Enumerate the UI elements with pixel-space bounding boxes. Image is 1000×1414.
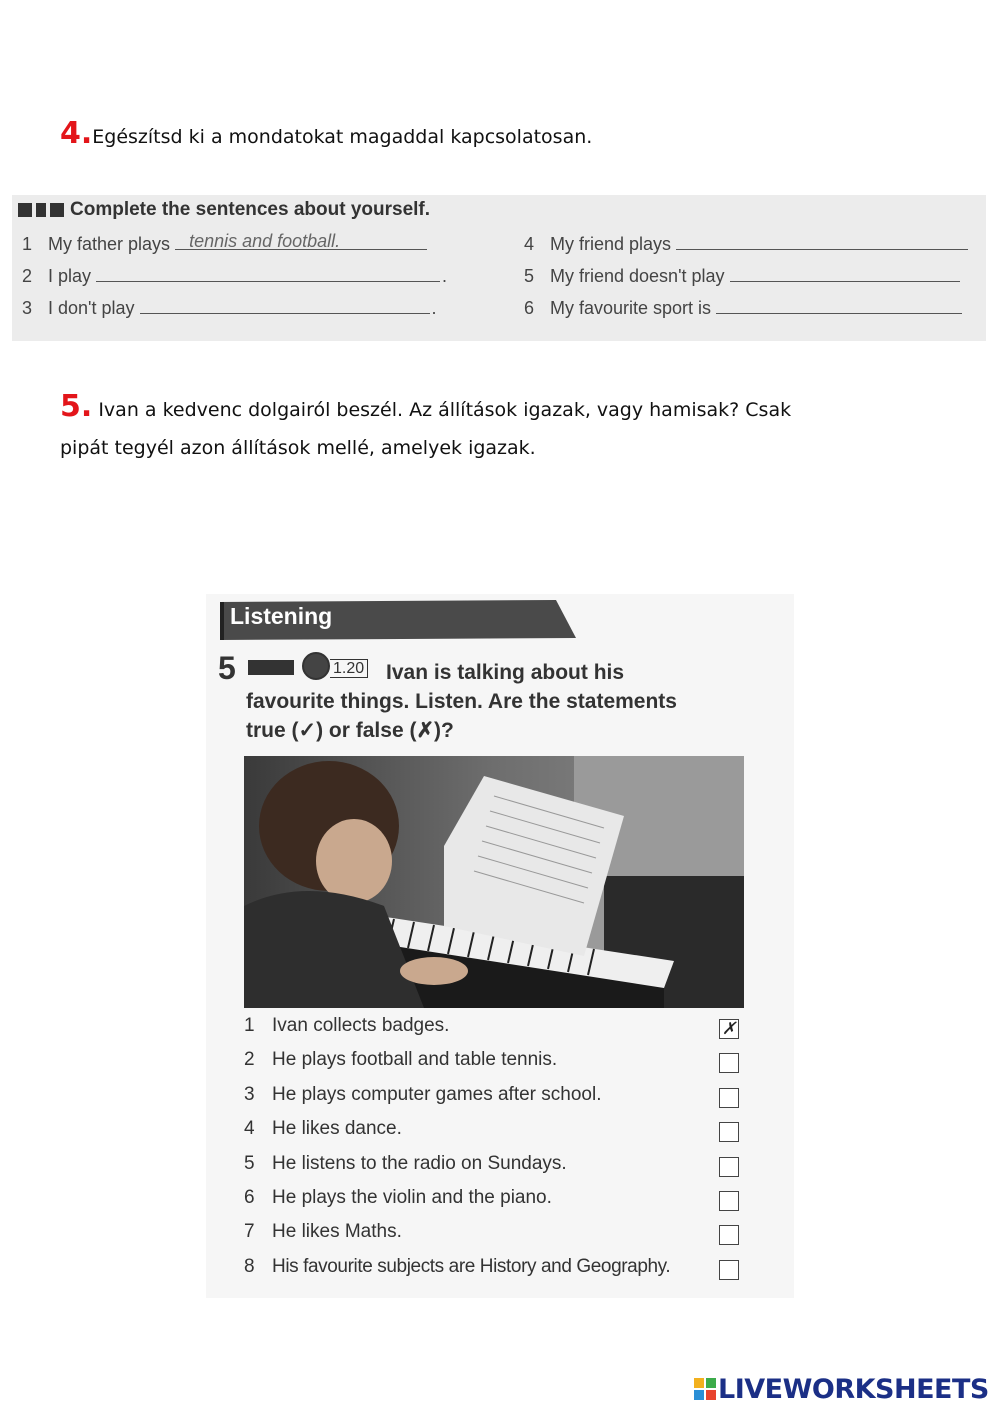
answer-blank[interactable]	[96, 265, 440, 282]
boy-playing-piano-photo	[244, 756, 744, 1008]
true-false-checkbox[interactable]	[719, 1122, 739, 1142]
section-title: Listening	[230, 603, 333, 629]
sentence-item: 5 My friend doesn't play	[524, 265, 960, 287]
task-4-heading	[60, 115, 940, 156]
statement-item: 2 He plays football and table tennis.	[244, 1049, 558, 1070]
sentence-item: 1 My father plays tennis and football.	[22, 233, 427, 255]
statement-item: 5 He listens to the radio on Sundays.	[244, 1153, 567, 1174]
exercise-title: Complete the sentences about yourself.	[70, 199, 431, 220]
task-number: 4.	[60, 116, 93, 151]
statement-item: 3 He plays computer games after school.	[244, 1084, 602, 1105]
statement-item: 4 He likes dance.	[244, 1118, 402, 1139]
exercise-number: 5	[218, 650, 236, 686]
statement-item: 7 He likes Maths.	[244, 1221, 402, 1242]
task-instruction-line-2: pipát tegyél azon állítások mellé, amelyek igazak.	[60, 437, 536, 459]
answer-blank[interactable]	[140, 297, 430, 314]
sentence-item: 3 I don't play .	[22, 298, 437, 318]
statement-item: 1 Ivan collects badges.	[244, 1015, 450, 1036]
sentence-item: 2 I play .	[22, 266, 448, 286]
exercise-instruction: Ivan is talking about his favourite things. Listen. Are the statements true (✓) or false (✗)?	[246, 661, 677, 742]
task-5-heading	[60, 388, 900, 467]
true-false-checkbox[interactable]	[719, 1088, 739, 1108]
logo-text: LIVEWORKSHEETS	[718, 1374, 989, 1405]
true-false-checkbox[interactable]	[719, 1053, 739, 1073]
answer-blank[interactable]	[730, 265, 960, 282]
exercise-5-panel	[206, 594, 794, 1298]
exercise-4-panel	[12, 195, 986, 341]
true-false-checkbox[interactable]	[719, 1225, 739, 1245]
statement-item: 6 He plays the violin and the piano.	[244, 1187, 552, 1208]
task-instruction: Egészítsd ki a mondatokat magaddal kapcsolatosan.	[92, 126, 593, 148]
logo-squares-icon	[694, 1378, 716, 1400]
sentence-item: 4 My friend plays	[524, 233, 968, 255]
true-false-checkbox[interactable]	[719, 1157, 739, 1177]
audio-track-number: 1.20	[330, 659, 368, 678]
true-false-checkbox[interactable]: ✗	[719, 1019, 739, 1039]
answer-blank[interactable]	[676, 233, 968, 250]
true-false-checkbox[interactable]	[719, 1260, 739, 1280]
true-false-checkbox[interactable]	[719, 1191, 739, 1211]
difficulty-stars-icon	[18, 203, 64, 217]
task-instruction-line-1: Ivan a kedvenc dolgairól beszél. Az állítások igazak, vagy hamisak? Csak	[98, 399, 792, 421]
answer-blank[interactable]	[716, 297, 962, 314]
task-number: 5.	[60, 389, 93, 424]
answer-blank[interactable]: tennis and football.	[175, 233, 427, 250]
sentence-item: 6 My favourite sport is	[524, 297, 962, 319]
statement-item: 8 His favourite subjects are History and Geography.	[244, 1256, 671, 1277]
